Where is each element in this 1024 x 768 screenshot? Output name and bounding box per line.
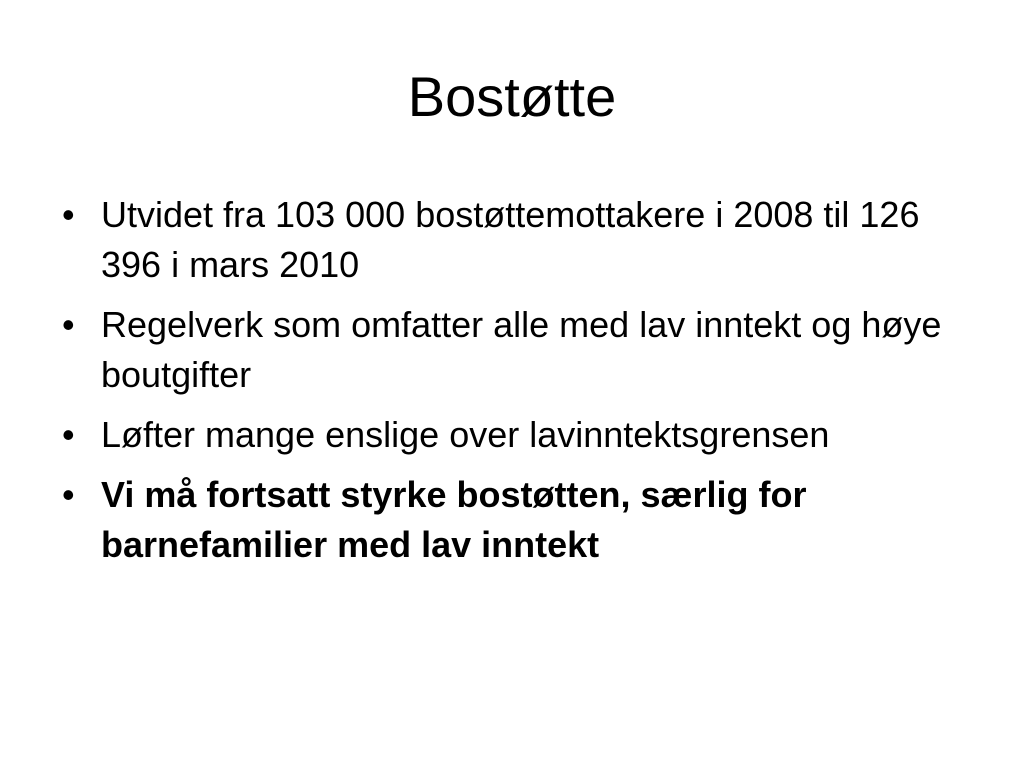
- bullet-list: [62, 190, 962, 580]
- bullet-item-emphasis: [62, 470, 962, 570]
- slide-title: Bostøtte: [407, 65, 617, 128]
- bullet-text: Utvidet fra 103 000 bostøttemottakere i 2008 til 126 396 i mars 2010: [101, 194, 920, 285]
- bullet-item: [62, 300, 962, 400]
- bullet-dot-icon: •: [62, 474, 75, 515]
- bullet-dot-icon: •: [62, 414, 75, 455]
- bullet-item: [62, 190, 962, 290]
- bullet-item: [62, 410, 962, 460]
- bullet-text: Vi må fortsatt styrke bostøtten, særlig for barnefamilier med lav inntekt: [101, 474, 807, 565]
- bullet-text: Løfter mange enslige over lavinntektsgrensen: [101, 414, 830, 455]
- bullet-dot-icon: •: [62, 304, 75, 345]
- bullet-dot-icon: •: [62, 194, 75, 235]
- bullet-text: Regelverk som omfatter alle med lav inntekt og høye boutgifter: [101, 304, 942, 395]
